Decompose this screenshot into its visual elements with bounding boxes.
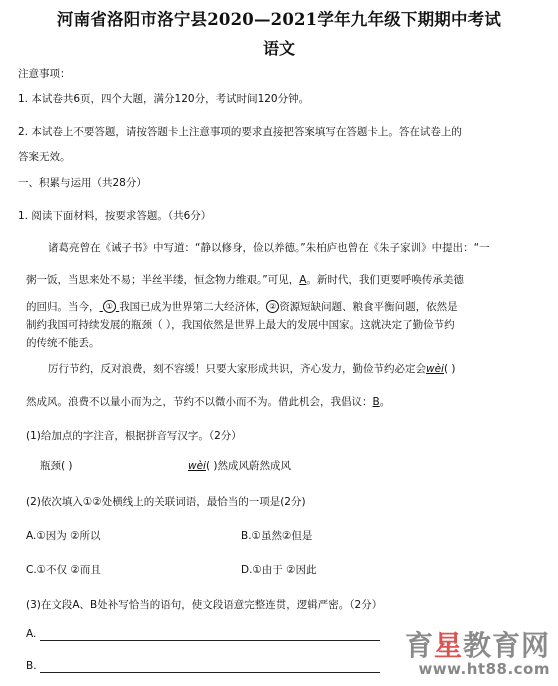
subquestion-1-answer-2 (188, 459, 291, 473)
page-subtitle: 语文 (262, 39, 295, 58)
answer-line-a-label: A. (26, 628, 37, 640)
passage-text: 厉行节约，反对浪费，刻不容缓！只要大家形成共识，齐心发力，勤俭节约必定会 (48, 363, 426, 375)
pinyin-wei: wèi (188, 460, 206, 472)
subquestion-3-stem: (3)在文段A、B处补写恰当的语句，使文段语意完整连贯，逻辑严密。（2分） (26, 599, 383, 611)
passage-text: ( ) (443, 363, 456, 375)
passage-text: 。新时代，我们更要呼唤传承美德 (306, 274, 464, 286)
watermark-text: 教育网 (462, 629, 550, 662)
circled-number-1: ① (103, 300, 116, 313)
note-item-1: 1. 本试卷共6页，四个大题，满分120分，考试时间120分钟。 (18, 93, 310, 105)
blank-2 (266, 301, 279, 313)
watermark-url: www.ht88.com (418, 660, 550, 678)
page-title: 河南省洛阳市洛宁县2020—2021学年九年级下期期中考试 (56, 10, 502, 29)
watermark-star-char: 星 (433, 629, 463, 662)
passage-line-2 (26, 273, 464, 287)
site-watermark (370, 624, 550, 682)
notes-heading: 注意事项： (18, 68, 71, 80)
answer-text: ( )然成风蔚然成风 (205, 460, 291, 472)
passage-text: 粥一饭，当思来处不易；半丝半缕，恒念物力维艰。”可见， (26, 274, 300, 286)
note-item-2-line-1: 2. 本试卷上不要答题，请按答题卡上注意事项的要求直接把答案填写在答题卡上。答在试卷上的 (18, 126, 462, 138)
pinyin-wei: wèi (426, 363, 444, 375)
circled-number-2: ② (266, 300, 279, 313)
option-b: B.①虽然②但是 (241, 530, 313, 542)
answer-line-b-label: B. (26, 660, 37, 672)
passage-text: 的回归。当今， (26, 301, 100, 313)
passage-line-4: 制约我国可持续发展的瓶颈（ ），我国依然是世界上最大的发展中国家。这就决定了勤俭节约 (26, 319, 455, 331)
blank-b-marker: B (372, 396, 380, 408)
subquestion-1-answer-1: 瓶颈( ) (40, 460, 73, 472)
subquestion-1-stem: (1)给加点的字注音，根据拼音写汉字。（2分） (26, 430, 242, 442)
subquestion-2-stem: (2)依次填入①②处横线上的关联词语，最恰当的一项是(2分) (26, 496, 306, 508)
passage-text: 然成风。浪费不以量小而为之，节约不以微小而不为。借此机会，我倡议： (26, 396, 373, 408)
option-c: C.①不仅 ②而且 (26, 564, 101, 576)
passage-line-3 (26, 300, 458, 314)
blank-a-marker: A (299, 274, 307, 286)
passage-line-1: 诸葛亮曾在《诫子书》中写道：“静以修身，俭以养德。”朱柏庐也曾在《朱子家训》中提出：“一 (48, 242, 490, 254)
watermark-logo-text (370, 624, 550, 664)
passage-line-7 (26, 395, 390, 409)
answer-line-b (40, 672, 380, 673)
passage-text: 我国已成为世界第二大经济体， (119, 301, 267, 313)
section-1-heading: 一、积累与运用（共28分） (18, 177, 147, 189)
option-d: D.①由于 ②因此 (241, 564, 317, 576)
passage-text: 资源短缺问题、粮食平衡问题，依然是 (279, 301, 458, 313)
question-1-stem: 1. 阅读下面材料，按要求答题。（共6分） (18, 210, 212, 222)
passage-text: 。 (379, 396, 391, 408)
watermark-text: 育 (404, 629, 434, 662)
passage-line-5: 的传统不能丢。 (26, 337, 100, 349)
blank-1 (100, 301, 120, 313)
note-item-2-line-2: 答案无效。 (18, 151, 71, 163)
option-a: A.①因为 ②所以 (26, 530, 101, 542)
passage-line-6 (48, 362, 456, 376)
answer-line-a (40, 640, 380, 641)
